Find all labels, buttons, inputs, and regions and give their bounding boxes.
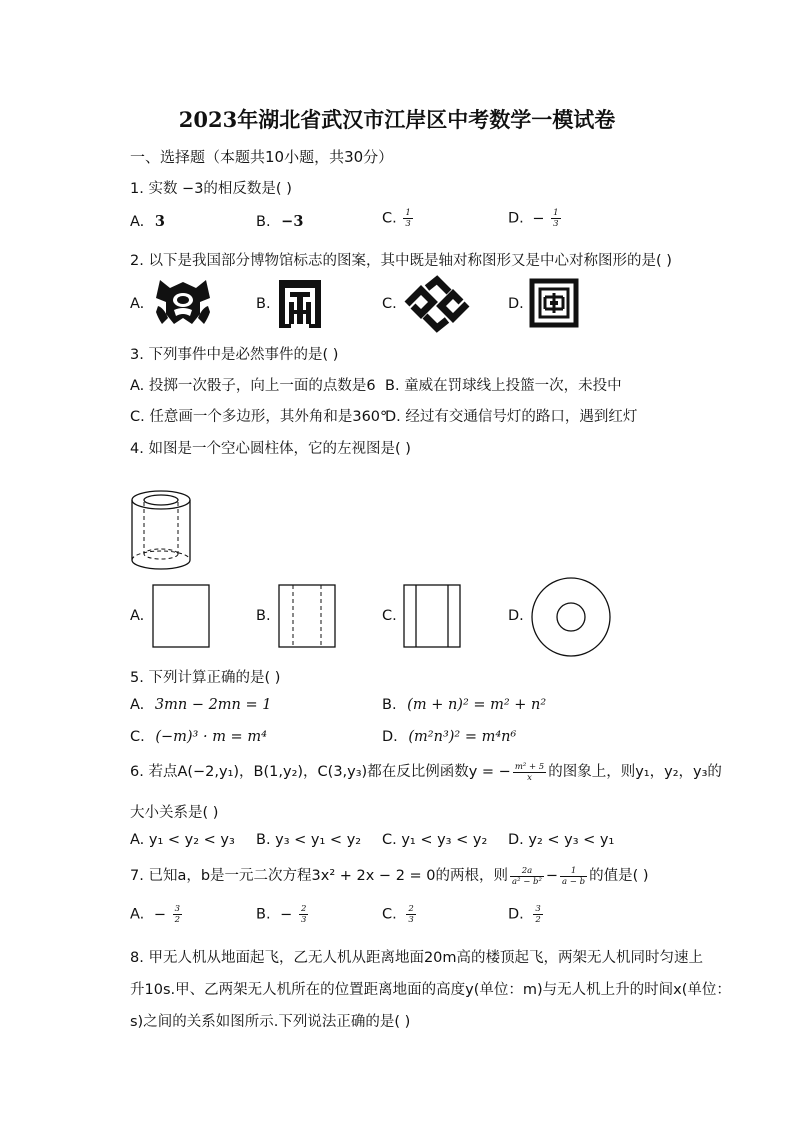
page-title: 2023年湖北省武汉市江岸区中考数学一模试卷 [178, 107, 616, 132]
q6-stem-a: 6. 若点A(−2,y₁)，B(1,y₂)，C(3,y₃)都在反比例函数y = − [130, 764, 511, 780]
q7-a-sign: − [153, 906, 167, 923]
q5-b-expression: (m + n)² = m² + n² [407, 697, 547, 713]
section-heading: 一、选择题（本题共10小题，共30分） [130, 148, 394, 166]
museum-logo-c-icon [403, 278, 471, 330]
q1-stem: 1. 实数 −3的相反数是( ) [130, 181, 292, 197]
q6-option-b[interactable]: B. y₃ < y₁ < y₂ [256, 832, 362, 848]
museum-logo-a-icon [154, 278, 212, 330]
q6-option-a[interactable]: A. y₁ < y₂ < y₃ [130, 832, 235, 848]
q5-c-expression: (−m)³ · m = m⁴ [155, 729, 267, 745]
option-letter: D. [382, 729, 398, 745]
q5-stem: 5. 下列计算正确的是( ) [130, 670, 281, 686]
option-letter: C. [382, 906, 397, 923]
q6-stem-line1 [130, 760, 722, 783]
option-letter: A. [130, 697, 145, 713]
museum-logo-d-icon [530, 279, 578, 327]
q6-option-d[interactable]: D. y₂ < y₃ < y₁ [508, 832, 615, 848]
option-letter: B. [382, 697, 397, 713]
q6-fraction: $\frac{\text{m² + 5}}{x}$ [514, 761, 545, 783]
q7-fraction-1: $\frac{2a}{\text{a² − b²}}$ [512, 865, 542, 887]
q5-option-a[interactable] [130, 697, 271, 713]
option-letter: B. [256, 906, 271, 923]
q7-c-fraction: $\frac{2}{3}$ [408, 904, 414, 925]
q5-option-d[interactable] [382, 729, 516, 745]
q2-stem: 2. 以下是我国部分博物馆标志的图案，其中既是轴对称图形又是中心对称图形的是( ) [130, 253, 672, 269]
q1-d-fraction: $\frac{1}{3}$ [553, 208, 559, 229]
option-letter: D. [508, 210, 524, 227]
q8-line-1: 8. 甲无人机从地面起飞，乙无人机从距离地面20m高的楼顶起飞，两架无人机同时匀速上 [130, 950, 704, 966]
hollow-cylinder-figure [128, 488, 194, 574]
q3-option-b[interactable]: B. 童威在罚球线上投篮一次，未投中 [385, 378, 622, 394]
q7-minus: − [545, 868, 559, 884]
q4-option-d-letter[interactable]: D. [508, 608, 524, 624]
q1-c-fraction: $\frac{1}{3}$ [405, 208, 411, 229]
q5-a-expression: 3mn − 2mn = 1 [154, 697, 272, 713]
q7-option-a[interactable] [130, 904, 184, 925]
q5-option-b[interactable] [382, 697, 546, 713]
q4-view-b-figure [278, 584, 336, 648]
q8-line-3: s)之间的关系如图所示.下列说法正确的是( ) [130, 1014, 411, 1030]
q1-option-b[interactable] [256, 213, 303, 230]
q3-stem: 3. 下列事件中是必然事件的是( ) [130, 347, 339, 363]
q5-option-c[interactable] [130, 729, 267, 745]
q4-view-d-figure [531, 577, 611, 657]
q3-option-a[interactable]: A. 投掷一次骰子，向上一面的点数是6 [130, 378, 376, 394]
q1-d-sign: − [532, 210, 545, 227]
option-letter: D. [508, 906, 524, 923]
q8-line-2: 升10s.甲、乙两架无人机所在的位置距离地面的高度y(单位：m)与无人机上升的时间x(单位： [130, 982, 731, 998]
q4-option-b-letter[interactable]: B. [256, 608, 271, 624]
q4-view-c-figure [403, 584, 461, 648]
q1-option-c[interactable] [382, 208, 415, 229]
q5-d-expression: (m²n³)² = m⁴n⁶ [408, 729, 517, 745]
q7-stem-b: 的值是( ) [589, 868, 649, 884]
q7-stem-a: 7. 已知a，b是一元二次方程3x² + 2x − 2 = 0的两根，则 [130, 868, 509, 884]
q1-b-value: −3 [281, 213, 304, 230]
q7-stem [130, 864, 649, 887]
option-letter: A. [130, 906, 145, 923]
q1-option-a[interactable] [130, 213, 165, 230]
option-letter: B. [256, 214, 271, 230]
q1-a-value: 3 [154, 213, 165, 230]
q1-option-d[interactable] [508, 208, 563, 229]
q2-option-a-letter[interactable]: A. [130, 296, 145, 312]
q7-option-b[interactable] [256, 904, 310, 925]
q4-view-a-figure [152, 584, 210, 648]
q7-a-fraction: $\frac{3}{2}$ [174, 904, 181, 925]
q7-d-fraction: $\frac{3}{2}$ [535, 904, 541, 925]
q2-option-c-letter[interactable]: C. [382, 296, 397, 312]
q4-stem: 4. 如图是一个空心圆柱体，它的左视图是( ) [130, 441, 411, 457]
q4-option-a-letter[interactable]: A. [130, 608, 145, 624]
option-letter: C. [382, 210, 397, 227]
option-letter: A. [130, 214, 145, 230]
q7-b-sign: − [280, 906, 293, 923]
q6-stem-b: 的图象上，则y₁，y₂，y₃的 [548, 764, 722, 780]
q7-option-d[interactable] [508, 904, 545, 925]
q6-option-c[interactable]: C. y₁ < y₃ < y₂ [382, 832, 488, 848]
q6-stem-line2: 大小关系是( ) [130, 805, 219, 821]
option-letter: C. [130, 729, 145, 745]
museum-logo-b-icon [277, 278, 323, 330]
q3-option-c[interactable]: C. 任意画一个多边形，其外角和是360° [130, 409, 388, 425]
q2-option-d-letter[interactable]: D. [508, 296, 524, 312]
q7-b-fraction: $\frac{2}{3}$ [300, 904, 307, 925]
q2-option-b-letter[interactable]: B. [256, 296, 271, 312]
q4-option-c-letter[interactable]: C. [382, 608, 397, 624]
q7-fraction-2: $\frac{1}{a - b}$ [562, 865, 586, 887]
q3-option-d[interactable]: D. 经过有交通信号灯的路口，遇到红灯 [385, 409, 638, 425]
q7-option-c[interactable] [382, 904, 418, 925]
